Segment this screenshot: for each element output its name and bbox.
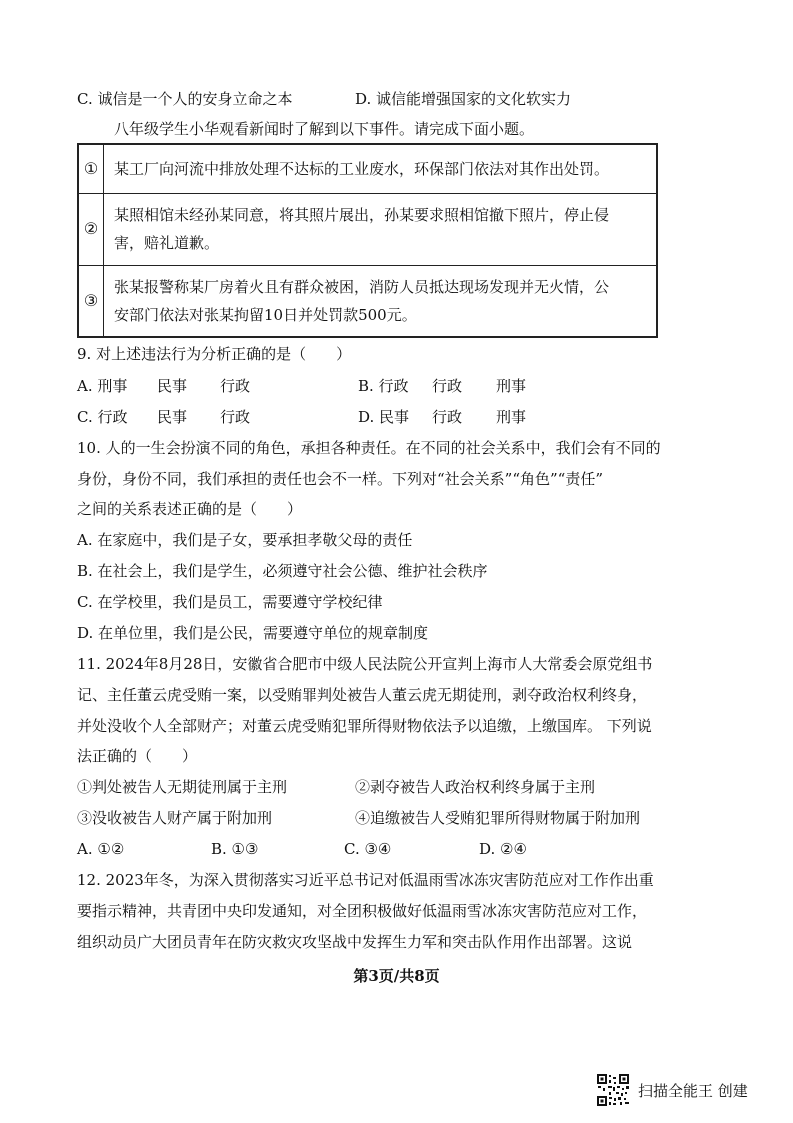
q10-option-c: C. 在学校里，我们是员工，需要遵守学校纪律 <box>77 593 383 611</box>
page-number: 第3页/共8页 <box>353 967 440 985</box>
event-line: 某工厂向河流中排放处理不达标的工业废水，环保部门依法对其作出处罚。 <box>114 159 610 178</box>
event-text <box>104 144 658 193</box>
watermark-text: 扫描全能王 创建 <box>638 1081 748 1100</box>
event-line: 害，赔礼道歉。 <box>114 234 220 252</box>
q11-stem-line: 11. 2024年8月28日，安徽省合肥市中级人民法院公开宣判上海市人大常委会原党组书 <box>77 655 653 673</box>
q10-option-d: D. 在单位里，我们是公民，需要遵守单位的规章制度 <box>77 624 429 642</box>
event-number: ③ <box>78 265 104 337</box>
q10-stem-line: 10. 人的一生会扮演不同的角色，承担各种责任。在不同的社会关系中，我们会有不同的 <box>77 439 661 457</box>
q11-stem-line: 记、主任董云虎受贿一案，以受贿罪判处被告人董云虎无期徒刑，剥夺政治权利终身， <box>77 686 648 704</box>
q12-stem-line: 组织动员广大团员青年在防灾救灾攻坚战中发挥生力军和突击队作用作出部署。这说 <box>77 933 633 951</box>
q10-stem-line: 身份，身份不同，我们承担的责任也会不一样。下列对“社会关系”“角色”“责任” <box>77 470 604 488</box>
q9-option-d-label: D. 民事 <box>358 408 410 426</box>
prev-option-c: C. 诚信是一个人的安身立命之本 <box>77 90 293 108</box>
q11-option-d: D. ②④ <box>479 840 527 858</box>
q11-statement-4: ④追缴被告人受贿犯罪所得财物属于附加刑 <box>355 809 641 827</box>
q9-option-b-label: B. 行政 <box>358 377 409 395</box>
event-text <box>104 193 658 265</box>
q10-option-b: B. 在社会上，我们是学生，必须遵守社会公德、维护社会秩序 <box>77 562 488 580</box>
q11-stem-line: 并处没收个人全部财产；对董云虎受贿犯罪所得财物依法予以追缴，上缴国库。 下列说 <box>77 717 652 735</box>
event-text <box>104 265 658 337</box>
q11-statement-1: ①判处被告人无期徒刑属于主刑 <box>77 778 288 796</box>
q9-option-a-col2: 民事 <box>157 377 188 395</box>
q11-stem-line: 法正确的（ ） <box>77 747 198 765</box>
event-number: ① <box>78 144 104 193</box>
q12-stem-line: 12. 2023年冬，为深入贯彻落实习近平总书记对低温雨雪冰冻灾害防范应对工作作出重 <box>77 871 654 889</box>
q11-option-a: A. ①② <box>77 840 125 858</box>
events-table <box>77 143 658 338</box>
event-number: ② <box>78 193 104 265</box>
event-row <box>78 265 657 337</box>
events-intro: 八年级学生小华观看新闻时了解到以下事件。请完成下面小题。 <box>114 120 535 138</box>
q9-option-d-col3: 刑事 <box>496 408 527 426</box>
q9-option-a-label: A. 刑事 <box>77 377 128 395</box>
q10-stem-line: 之间的关系表述正确的是（ ） <box>77 500 303 518</box>
q9-option-a-col3: 行政 <box>220 377 251 395</box>
q10-option-a: A. 在家庭中，我们是子女，要承担孝敬父母的责任 <box>77 531 413 549</box>
scanner-watermark <box>596 1072 748 1108</box>
q9-option-c-col2: 民事 <box>157 408 188 426</box>
q9-option-c-label: C. 行政 <box>77 408 128 426</box>
q12-stem-line: 要指示精神，共青团中央印发通知，对全团积极做好低温雨雪冰冻灾害防范应对工作， <box>77 902 648 920</box>
event-row <box>78 144 657 193</box>
q9-option-d-col2: 行政 <box>432 408 463 426</box>
q11-option-b: B. ①③ <box>211 840 259 858</box>
q9-option-c-col3: 行政 <box>220 408 251 426</box>
q11-statement-2: ②剥夺被告人政治权利终身属于主刑 <box>355 778 596 796</box>
prev-option-d: D. 诚信能增强国家的文化软实力 <box>355 90 572 108</box>
event-line: 张某报警称某厂房着火且有群众被困，消防人员抵达现场发现并无火情，公 <box>114 277 610 296</box>
q11-statement-3: ③没收被告人财产属于附加刑 <box>77 809 273 827</box>
q11-option-c: C. ③④ <box>344 840 392 858</box>
event-line: 某照相馆未经孙某同意，将其照片展出，孙某要求照相馆撤下照片，停止侵 <box>114 206 610 224</box>
q9-option-b-col2: 行政 <box>432 377 463 395</box>
qr-code-icon <box>596 1073 630 1107</box>
q9-stem: 9. 对上述违法行为分析正确的是（ ） <box>77 345 352 363</box>
q9-option-b-col3: 刑事 <box>496 377 527 395</box>
event-line: 安部门依法对张某拘留10日并处罚款500元。 <box>114 305 417 324</box>
event-row <box>78 193 657 265</box>
